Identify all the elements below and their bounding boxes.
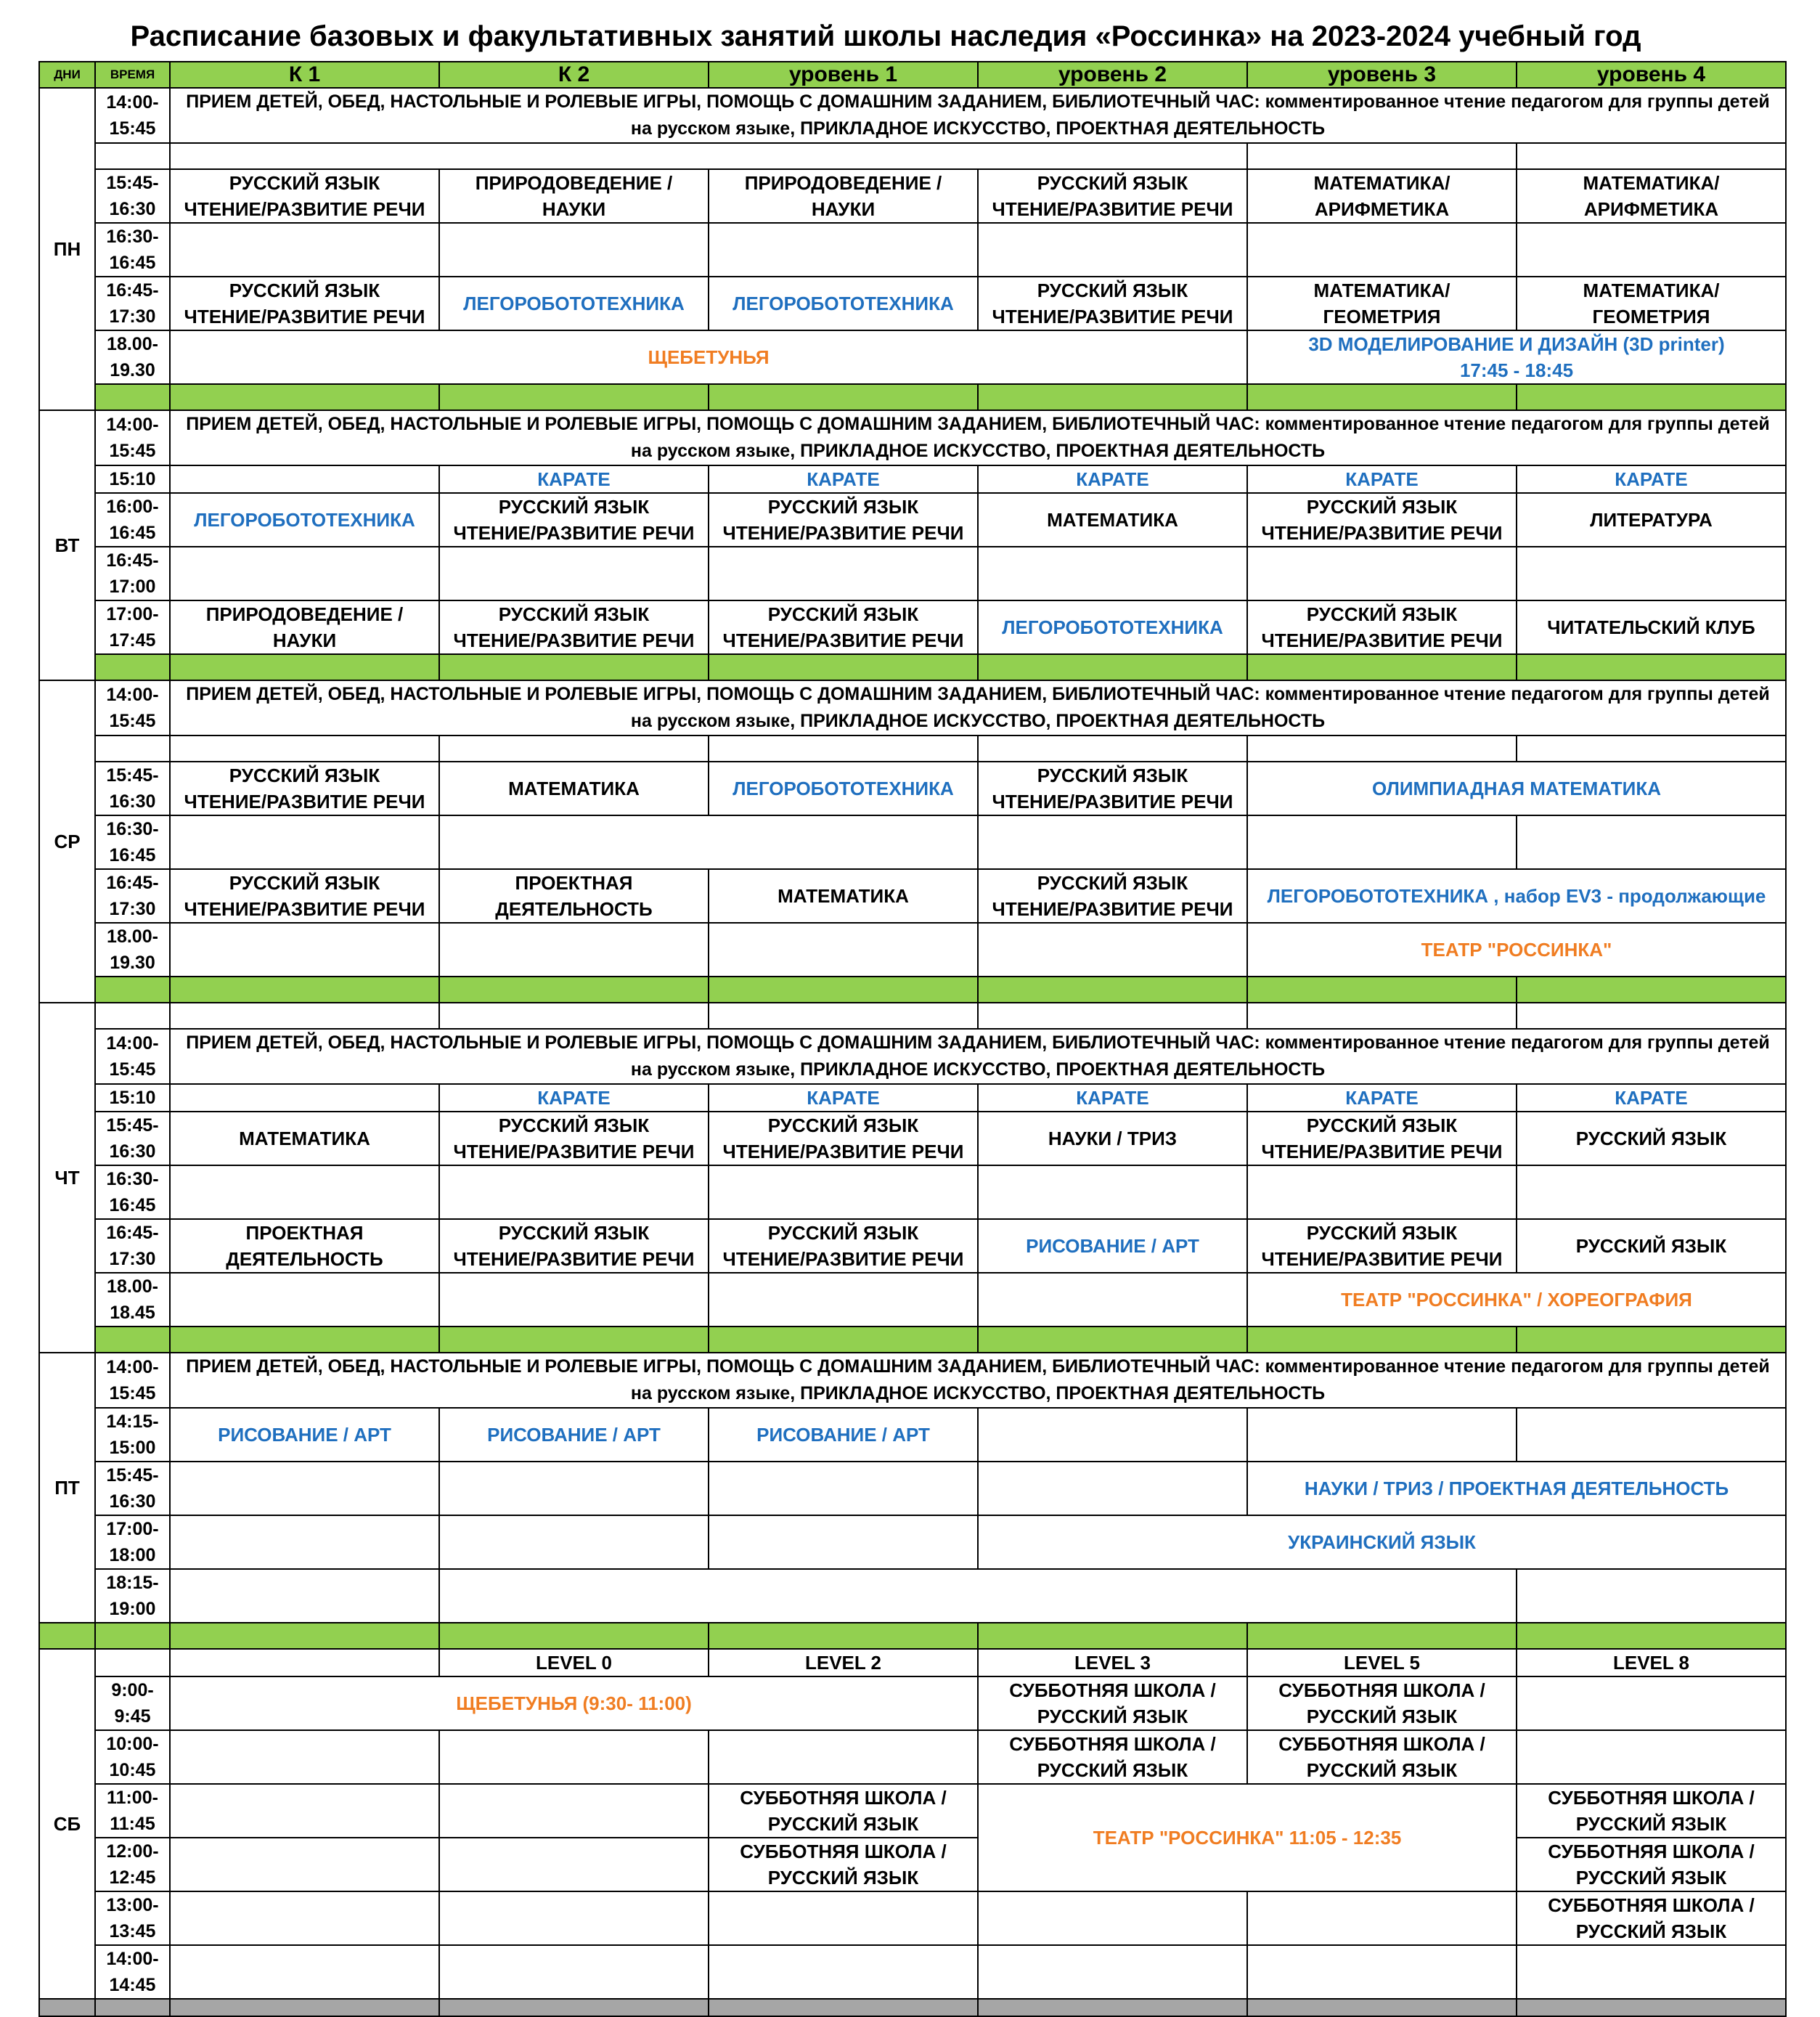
empty-cell [978, 547, 1247, 600]
time-cell: 16:45- 17:30 [95, 1219, 170, 1273]
lesson-cell: ОЛИМПИАДНАЯ МАТЕМАТИКА [1247, 762, 1786, 815]
empty-cell [439, 1891, 709, 1945]
lesson-cell: МАТЕМАТИКА [439, 762, 709, 815]
empty-cell [709, 1273, 978, 1327]
empty-cell [170, 547, 439, 600]
day-label-tue: ВТ [39, 410, 95, 680]
empty-cell [439, 1569, 1517, 1623]
lesson-cell: ПРОЕКТНАЯ ДЕЯТЕЛЬНОСТЬ [170, 1219, 439, 1273]
time-cell: 18.00- 18.45 [95, 1273, 170, 1327]
col-header-time: ВРЕМЯ [95, 62, 170, 88]
time-cell: 11:00- 11:45 [95, 1784, 170, 1838]
time-cell: 13:00- 13:45 [95, 1891, 170, 1945]
level-label: LEVEL 3 [978, 1649, 1247, 1676]
lesson-cell: РУССКИЙ ЯЗЫК ЧТЕНИЕ/РАЗВИТИЕ РЕЧИ [978, 277, 1247, 330]
table-row [39, 1165, 1786, 1219]
empty-cell [709, 736, 978, 762]
table-row [39, 1838, 1786, 1891]
time-cell: 15:10 [95, 465, 170, 493]
lesson-cell: СУББОТНЯЯ ШКОЛА / РУССКИЙ ЯЗЫК [1247, 1676, 1517, 1730]
col-header-k1: К 1 [170, 62, 439, 88]
lesson-cell: НАУКИ / ТРИЗ / ПРОЕКТНАЯ ДЕЯТЕЛЬНОСТЬ [1247, 1462, 1786, 1515]
table-row [39, 143, 1786, 169]
col-header-level2: уровень 2 [978, 62, 1247, 88]
lesson-cell: ТЕАТР "РОССИНКА" 11:05 - 12:35 [978, 1784, 1517, 1891]
table-row [39, 1730, 1786, 1784]
table-row [39, 169, 1786, 223]
col-header-k2: К 2 [439, 62, 709, 88]
time-cell: 15:10 [95, 1084, 170, 1112]
day-label-fri: ПТ [39, 1353, 95, 1623]
empty-cell [709, 1515, 978, 1569]
time-cell [95, 736, 170, 762]
lesson-cell: МАТЕМАТИКА/ АРИФМЕТИКА [1247, 169, 1517, 223]
lesson-cell: РИСОВАНИЕ / АРТ [978, 1219, 1247, 1273]
level-label: LEVEL 8 [1517, 1649, 1786, 1676]
time-cell: 16:30- 16:45 [95, 1165, 170, 1219]
lesson-cell: МАТЕМАТИКА/ ГЕОМЕТРИЯ [1517, 277, 1786, 330]
empty-cell [1247, 1408, 1517, 1462]
common-activity-cell: ПРИЕМ ДЕТЕЙ, ОБЕД, НАСТОЛЬНЫЕ И РОЛЕВЫЕ ИГРЫ, ПОМОЩЬ С ДОМАШНИМ ЗАДАНИЕМ, БИБЛИОТЕЧНЫЙ ЧАС: комментированное чтение педагогом для группы детей на русском языке, ПРИКЛАДНОЕ ИСКУССТВО, ПРОЕКТНАЯ ДЕЯТЕЛЬНОСТЬ [170, 1029, 1786, 1084]
empty-cell [439, 547, 709, 600]
lesson-cell: РУССКИЙ ЯЗЫК ЧТЕНИЕ/РАЗВИТИЕ РЕЧИ [170, 869, 439, 923]
time-cell: 18.00- 19.30 [95, 923, 170, 977]
time-cell: 14:00- 14:45 [95, 1945, 170, 1999]
table-row [39, 1462, 1786, 1515]
separator-row [39, 1623, 1786, 1649]
time-cell: 16:30- 16:45 [95, 223, 170, 277]
time-cell: 16:30- 16:45 [95, 815, 170, 869]
empty-cell [978, 736, 1247, 762]
table-row [39, 330, 1786, 384]
time-cell: 15:45- 16:30 [95, 169, 170, 223]
lesson-cell: ПРОЕКТНАЯ ДЕЯТЕЛЬНОСТЬ [439, 869, 709, 923]
table-row [39, 869, 1786, 923]
lesson-cell: МАТЕМАТИКА/ АРИФМЕТИКА [1517, 169, 1786, 223]
table-row [39, 680, 1786, 736]
lesson-cell: РУССКИЙ ЯЗЫК ЧТЕНИЕ/РАЗВИТИЕ РЕЧИ [1247, 493, 1517, 547]
empty-cell [170, 1569, 439, 1623]
time-cell: 14:00- 15:45 [95, 410, 170, 465]
table-row [39, 762, 1786, 815]
empty-cell [978, 1003, 1247, 1029]
table-row [39, 1112, 1786, 1165]
lesson-cell: ПРИРОДОВЕДЕНИЕ / НАУКИ [170, 600, 439, 654]
table-row [39, 1219, 1786, 1273]
lesson-cell: КАРАТЕ [709, 465, 978, 493]
empty-cell [1517, 1730, 1786, 1784]
empty-cell [1517, 1408, 1786, 1462]
time-cell [95, 1649, 170, 1676]
lesson-cell: РУССКИЙ ЯЗЫК ЧТЕНИЕ/РАЗВИТИЕ РЕЧИ [1247, 600, 1517, 654]
empty-cell [170, 1273, 439, 1327]
empty-cell [170, 1784, 439, 1838]
empty-cell [709, 1891, 978, 1945]
lesson-cell: РУССКИЙ ЯЗЫК ЧТЕНИЕ/РАЗВИТИЕ РЕЧИ [170, 169, 439, 223]
separator-row [39, 1327, 1786, 1353]
empty-cell [978, 1165, 1247, 1219]
empty-cell [709, 1730, 978, 1784]
lesson-cell: РУССКИЙ ЯЗЫК ЧТЕНИЕ/РАЗВИТИЕ РЕЧИ [709, 493, 978, 547]
lesson-cell: КАРАТЕ [709, 1084, 978, 1112]
lesson-cell: СУББОТНЯЯ ШКОЛА / РУССКИЙ ЯЗЫК [709, 1838, 978, 1891]
empty-cell [1247, 1003, 1517, 1029]
lesson-cell: ТЕАТР "РОССИНКА" [1247, 923, 1786, 977]
lesson-cell: СУББОТНЯЯ ШКОЛА / РУССКИЙ ЯЗЫК [1517, 1891, 1786, 1945]
empty-cell [709, 223, 978, 277]
empty-cell [170, 1084, 439, 1112]
lesson-cell: РИСОВАНИЕ / АРТ [170, 1408, 439, 1462]
empty-cell [1517, 1165, 1786, 1219]
table-row [39, 465, 1786, 493]
col-header-days: ДНИ [39, 62, 95, 88]
lesson-cell: КАРАТЕ [439, 1084, 709, 1112]
time-cell: 14:15- 15:00 [95, 1408, 170, 1462]
empty-cell [170, 1003, 439, 1029]
lesson-cell: ЛЕГОРОБОТОТЕХНИКА [709, 762, 978, 815]
lesson-cell: РИСОВАНИЕ / АРТ [709, 1408, 978, 1462]
lesson-cell: ЧИТАТЕЛЬСКИЙ КЛУБ [1517, 600, 1786, 654]
time-cell: 12:00- 12:45 [95, 1838, 170, 1891]
empty-cell [439, 1462, 709, 1515]
empty-cell [439, 1515, 709, 1569]
lesson-cell: РУССКИЙ ЯЗЫК ЧТЕНИЕ/РАЗВИТИЕ РЕЧИ [978, 762, 1247, 815]
lesson-cell: КАРАТЕ [439, 465, 709, 493]
empty-cell [439, 815, 978, 869]
lesson-cell: РУССКИЙ ЯЗЫК [1517, 1219, 1786, 1273]
time-cell: 16:45- 17:30 [95, 277, 170, 330]
lesson-cell: КАРАТЕ [1517, 465, 1786, 493]
empty-cell [170, 1165, 439, 1219]
time-cell: 14:00- 15:45 [95, 1353, 170, 1408]
empty-cell [1517, 1945, 1786, 1999]
empty-cell [978, 1408, 1247, 1462]
empty-cell [439, 1273, 709, 1327]
empty-cell [978, 1891, 1247, 1945]
empty-cell [170, 1945, 439, 1999]
lesson-cell: РУССКИЙ ЯЗЫК ЧТЕНИЕ/РАЗВИТИЕ РЕЧИ [170, 762, 439, 815]
col-header-level1: уровень 1 [709, 62, 978, 88]
empty-cell [1247, 143, 1517, 169]
lesson-cell: КАРАТЕ [1247, 465, 1517, 493]
lesson-cell: РУССКИЙ ЯЗЫК ЧТЕНИЕ/РАЗВИТИЕ РЕЧИ [1247, 1219, 1517, 1273]
lesson-cell: СУББОТНЯЯ ШКОЛА / РУССКИЙ ЯЗЫК [978, 1730, 1247, 1784]
lesson-cell: МАТЕМАТИКА [978, 493, 1247, 547]
table-row [39, 277, 1786, 330]
lesson-cell: РУССКИЙ ЯЗЫК ЧТЕНИЕ/РАЗВИТИЕ РЕЧИ [978, 869, 1247, 923]
lesson-cell: ЛЕГОРОБОТОТЕХНИКА , набор EV3 - продолжающие [1247, 869, 1786, 923]
time-cell: 17:00- 18:00 [95, 1515, 170, 1569]
time-cell: 15:45- 16:30 [95, 1462, 170, 1515]
empty-cell [439, 923, 709, 977]
common-activity-cell: ПРИЕМ ДЕТЕЙ, ОБЕД, НАСТОЛЬНЫЕ И РОЛЕВЫЕ ИГРЫ, ПОМОЩЬ С ДОМАШНИМ ЗАДАНИЕМ, БИБЛИОТЕЧНЫЙ ЧАС: комментированное чтение педагогом для группы детей на русском языке, ПРИКЛАДНОЕ ИСКУССТВО, ПРОЕКТНАЯ ДЕЯТЕЛЬНОСТЬ [170, 1353, 1786, 1408]
table-row [39, 1003, 1786, 1029]
empty-cell [978, 1945, 1247, 1999]
empty-cell [709, 1945, 978, 1999]
time-cell: 10:00- 10:45 [95, 1730, 170, 1784]
lesson-cell: ЛИТЕРАТУРА [1517, 493, 1786, 547]
lesson-cell: СУББОТНЯЯ ШКОЛА / РУССКИЙ ЯЗЫК [978, 1676, 1247, 1730]
empty-cell [170, 923, 439, 977]
empty-cell [170, 1730, 439, 1784]
lesson-cell: УКРАИНСКИЙ ЯЗЫК [978, 1515, 1786, 1569]
page-title: Расписание базовых и факультативных занятий школы наследия «Россинка» на 2023-2024 учебный год [130, 20, 1641, 52]
table-row [39, 1945, 1786, 1999]
table-row [39, 1649, 1786, 1676]
empty-cell [170, 1891, 439, 1945]
empty-cell [170, 815, 439, 869]
empty-cell [1517, 1569, 1786, 1623]
table-row [39, 547, 1786, 600]
time-cell: 14:00- 15:45 [95, 680, 170, 736]
empty-cell [439, 1730, 709, 1784]
separator-row [39, 384, 1786, 410]
lesson-cell: СУББОТНЯЯ ШКОЛА / РУССКИЙ ЯЗЫК [709, 1784, 978, 1838]
lesson-cell: ТЕАТР "РОССИНКА" / ХОРЕОГРАФИЯ [1247, 1273, 1786, 1327]
table-row [39, 1891, 1786, 1945]
lesson-cell: РУССКИЙ ЯЗЫК ЧТЕНИЕ/РАЗВИТИЕ РЕЧИ [709, 600, 978, 654]
empty-cell [1517, 223, 1786, 277]
time-cell: 14:00- 15:45 [95, 1029, 170, 1084]
lesson-cell: МАТЕМАТИКА [709, 869, 978, 923]
time-cell: 18:15- 19:00 [95, 1569, 170, 1623]
time-cell: 16:00- 16:45 [95, 493, 170, 547]
common-activity-cell: ПРИЕМ ДЕТЕЙ, ОБЕД, НАСТОЛЬНЫЕ И РОЛЕВЫЕ ИГРЫ, ПОМОЩЬ С ДОМАШНИМ ЗАДАНИЕМ, БИБЛИОТЕЧНЫЙ ЧАС: комментированное чтение педагогом для группы детей на русском языке, ПРИКЛАДНОЕ ИСКУССТВО, ПРОЕКТНАЯ ДЕЯТЕЛЬНОСТЬ [170, 410, 1786, 465]
header-row [39, 62, 1786, 88]
time-cell: 14:00- 15:45 [95, 88, 170, 143]
table-row [39, 88, 1786, 143]
time-cell: 17:00- 17:45 [95, 600, 170, 654]
level-label: LEVEL 2 [709, 1649, 978, 1676]
lesson-cell: КАРАТЕ [978, 1084, 1247, 1112]
lesson-cell: РУССКИЙ ЯЗЫК ЧТЕНИЕ/РАЗВИТИЕ РЕЧИ [439, 493, 709, 547]
table-row [39, 223, 1786, 277]
common-activity-cell: ПРИЕМ ДЕТЕЙ, ОБЕД, НАСТОЛЬНЫЕ И РОЛЕВЫЕ ИГРЫ, ПОМОЩЬ С ДОМАШНИМ ЗАДАНИЕМ, БИБЛИОТЕЧНЫЙ ЧАС: комментированное чтение педагогом для группы детей на русском языке, ПРИКЛАДНОЕ ИСКУССТВО, ПРОЕКТНАЯ ДЕЯТЕЛЬНОСТЬ [170, 680, 1786, 736]
col-header-level3: уровень 3 [1247, 62, 1517, 88]
time-cell [95, 1003, 170, 1029]
lesson-cell: ЛЕГОРОБОТОТЕХНИКА [170, 493, 439, 547]
empty-cell [1247, 547, 1517, 600]
bottom-bar-row [39, 1999, 1786, 2016]
lesson-cell: РУССКИЙ ЯЗЫК ЧТЕНИЕ/РАЗВИТИЕ РЕЧИ [709, 1112, 978, 1165]
empty-cell [1247, 1165, 1517, 1219]
table-row [39, 1784, 1786, 1838]
table-row [39, 1515, 1786, 1569]
empty-cell [978, 1462, 1247, 1515]
empty-cell [1517, 736, 1786, 762]
empty-cell [170, 1649, 439, 1676]
empty-cell [170, 1462, 439, 1515]
table-row [39, 1029, 1786, 1084]
time-cell: 16:45- 17:30 [95, 869, 170, 923]
empty-cell [170, 143, 1247, 169]
level-label: LEVEL 5 [1247, 1649, 1517, 1676]
separator-row [39, 654, 1786, 680]
time-cell: 16:45- 17:00 [95, 547, 170, 600]
lesson-cell: РУССКИЙ ЯЗЫК ЧТЕНИЕ/РАЗВИТИЕ РЕЧИ [1247, 1112, 1517, 1165]
day-label-wed: СР [39, 680, 95, 1003]
lesson-cell: ПРИРОДОВЕДЕНИЕ / НАУКИ [709, 169, 978, 223]
empty-cell [1247, 1891, 1517, 1945]
day-label-thu: ЧТ [39, 1003, 95, 1353]
lesson-cell: РИСОВАНИЕ / АРТ [439, 1408, 709, 1462]
empty-cell [978, 815, 1247, 869]
time-cell: 15:45- 16:30 [95, 762, 170, 815]
time-cell: 9:00- 9:45 [95, 1676, 170, 1730]
time-cell: 15:45- 16:30 [95, 1112, 170, 1165]
empty-cell [1517, 547, 1786, 600]
separator-row [39, 977, 1786, 1003]
table-row [39, 815, 1786, 869]
lesson-cell: СУББОТНЯЯ ШКОЛА / РУССКИЙ ЯЗЫК [1517, 1784, 1786, 1838]
lesson-cell: ЛЕГОРОБОТОТЕХНИКА [709, 277, 978, 330]
lesson-cell: РУССКИЙ ЯЗЫК ЧТЕНИЕ/РАЗВИТИЕ РЕЧИ [709, 1219, 978, 1273]
day-label-sat: СБ [39, 1649, 95, 1999]
lesson-cell: ЛЕГОРОБОТОТЕХНИКА [978, 600, 1247, 654]
empty-cell [709, 1003, 978, 1029]
lesson-cell: РУССКИЙ ЯЗЫК [1517, 1112, 1786, 1165]
lesson-cell: 3D МОДЕЛИРОВАНИЕ И ДИЗАЙН (3D printer) 17:45 - 18:45 [1247, 330, 1786, 384]
lesson-cell: РУССКИЙ ЯЗЫК ЧТЕНИЕ/РАЗВИТИЕ РЕЧИ [439, 1219, 709, 1273]
lesson-cell: РУССКИЙ ЯЗЫК ЧТЕНИЕ/РАЗВИТИЕ РЕЧИ [978, 169, 1247, 223]
empty-cell [170, 223, 439, 277]
empty-cell [439, 1003, 709, 1029]
table-row [39, 600, 1786, 654]
empty-cell [1247, 815, 1517, 869]
table-row [39, 493, 1786, 547]
empty-cell [709, 1165, 978, 1219]
time-cell: 18.00- 19.30 [95, 330, 170, 384]
empty-cell [439, 1838, 709, 1891]
lesson-cell: РУССКИЙ ЯЗЫК ЧТЕНИЕ/РАЗВИТИЕ РЕЧИ [170, 277, 439, 330]
empty-cell [439, 1165, 709, 1219]
col-header-level4: уровень 4 [1517, 62, 1786, 88]
empty-cell [1517, 143, 1786, 169]
empty-cell [978, 1273, 1247, 1327]
empty-cell [978, 923, 1247, 977]
lesson-cell: СУББОТНЯЯ ШКОЛА / РУССКИЙ ЯЗЫК [1517, 1838, 1786, 1891]
table-row [39, 923, 1786, 977]
table-row [39, 1676, 1786, 1730]
lesson-cell: ЩЕБЕТУНЬЯ (9:30- 11:00) [170, 1676, 978, 1730]
lesson-cell: НАУКИ / ТРИЗ [978, 1112, 1247, 1165]
empty-cell [170, 465, 439, 493]
table-row [39, 1353, 1786, 1408]
lesson-cell: КАРАТЕ [1247, 1084, 1517, 1112]
table-row [39, 1084, 1786, 1112]
empty-cell [1517, 815, 1786, 869]
lesson-cell: КАРАТЕ [978, 465, 1247, 493]
empty-cell [709, 1462, 978, 1515]
empty-cell [1247, 736, 1517, 762]
empty-cell [978, 223, 1247, 277]
empty-cell [1517, 1003, 1786, 1029]
empty-cell [1517, 1676, 1786, 1730]
lesson-cell: ПРИРОДОВЕДЕНИЕ / НАУКИ [439, 169, 709, 223]
lesson-cell: МАТЕМАТИКА/ ГЕОМЕТРИЯ [1247, 277, 1517, 330]
table-row [39, 1273, 1786, 1327]
common-activity-cell: ПРИЕМ ДЕТЕЙ, ОБЕД, НАСТОЛЬНЫЕ И РОЛЕВЫЕ ИГРЫ, ПОМОЩЬ С ДОМАШНИМ ЗАДАНИЕМ, БИБЛИОТЕЧНЫЙ ЧАС: комментированное чтение педагогом для группы детей на русском языке, ПРИКЛАДНОЕ ИСКУССТВО, ПРОЕКТНАЯ ДЕЯТЕЛЬНОСТЬ [170, 88, 1786, 143]
empty-cell [709, 923, 978, 977]
time-cell [95, 143, 170, 169]
empty-cell [709, 547, 978, 600]
empty-cell [170, 1838, 439, 1891]
table-row [39, 1569, 1786, 1623]
lesson-cell: КАРАТЕ [1517, 1084, 1786, 1112]
lesson-cell: РУССКИЙ ЯЗЫК ЧТЕНИЕ/РАЗВИТИЕ РЕЧИ [439, 1112, 709, 1165]
lesson-cell: ЩЕБЕТУНЬЯ [170, 330, 1247, 384]
empty-cell [439, 223, 709, 277]
empty-cell [170, 1515, 439, 1569]
table-row [39, 736, 1786, 762]
table-row [39, 1408, 1786, 1462]
lesson-cell: РУССКИЙ ЯЗЫК ЧТЕНИЕ/РАЗВИТИЕ РЕЧИ [439, 600, 709, 654]
empty-cell [1247, 223, 1517, 277]
lesson-cell: ЛЕГОРОБОТОТЕХНИКА [439, 277, 709, 330]
empty-cell [439, 1945, 709, 1999]
empty-cell [439, 736, 709, 762]
level-label: LEVEL 0 [439, 1649, 709, 1676]
empty-cell [1247, 1945, 1517, 1999]
empty-cell [439, 1784, 709, 1838]
lesson-cell: МАТЕМАТИКА [170, 1112, 439, 1165]
schedule-table [38, 61, 1787, 2017]
table-row [39, 410, 1786, 465]
day-label-mon: ПН [39, 88, 95, 410]
empty-cell [170, 736, 439, 762]
lesson-cell: СУББОТНЯЯ ШКОЛА / РУССКИЙ ЯЗЫК [1247, 1730, 1517, 1784]
